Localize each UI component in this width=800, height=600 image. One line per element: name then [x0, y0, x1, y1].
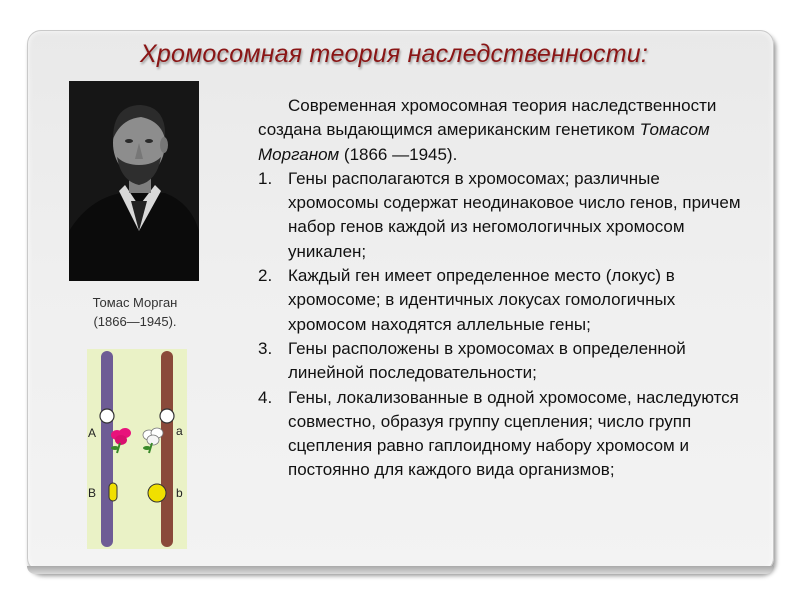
intro-paragraph — [258, 94, 748, 167]
label-B: B — [88, 486, 97, 500]
list-item-number: 3. — [258, 338, 273, 358]
list-item-text: Гены расположены в хромосомах в определенной линейной последовательности; — [288, 338, 686, 383]
portrait-illustration — [69, 81, 199, 281]
intro-before: Современная хромосомная теория наследственности создана выдающимся американским генетиком — [258, 96, 717, 140]
intro-after: (1866 —1945). — [339, 144, 458, 164]
chromosome-right — [161, 351, 173, 547]
locus-a-circle — [160, 409, 174, 423]
chromosome-diagram-svg — [87, 349, 187, 549]
list-item — [258, 337, 748, 386]
portrait-caption — [60, 293, 210, 331]
label-A: A — [88, 426, 97, 440]
list-item-number: 2. — [258, 266, 273, 286]
list-item-number: 1. — [258, 168, 273, 188]
slide-bottom-edge — [27, 566, 774, 574]
chromosome-left — [101, 351, 113, 547]
portrait-photo — [69, 81, 199, 281]
caption-years: (1866—1945). — [93, 314, 177, 329]
list-item-text: Гены располагаются в хромосомах; различные хромосомы содержат неодинаковое число генов, причем набор генов каждой из негомологичных хромосом уникален; — [288, 168, 741, 261]
caption-name: Томас Морган — [92, 295, 178, 310]
list-item-text: Гены, локализованные в одной хромосоме, наследуются совместно, образуя группу сцепления; число групп сцепления равно гаплоидному набору хромосом и постоянно для каждого вида организмов; — [288, 387, 739, 480]
list-item-text: Каждый ген имеет определенное место (локус) в хромосоме; в идентичных локусах гомологичных хромосом находятся аллельные гены; — [288, 266, 676, 334]
intro-name: Томасом Морганом — [258, 120, 710, 164]
postulates-list — [258, 167, 748, 483]
chromosome-diagram — [87, 349, 187, 549]
locus-A-circle — [100, 409, 114, 423]
list-item — [258, 167, 748, 264]
page-title: Хромосомная теория наследственности: — [140, 40, 648, 68]
label-a: a — [176, 424, 183, 438]
list-item — [258, 386, 748, 483]
list-item-number: 4. — [258, 387, 273, 407]
label-b: b — [176, 486, 183, 500]
theory-text — [258, 94, 748, 483]
list-item — [258, 264, 748, 337]
locus-b-marker — [148, 484, 166, 502]
locus-B-marker — [109, 483, 117, 501]
